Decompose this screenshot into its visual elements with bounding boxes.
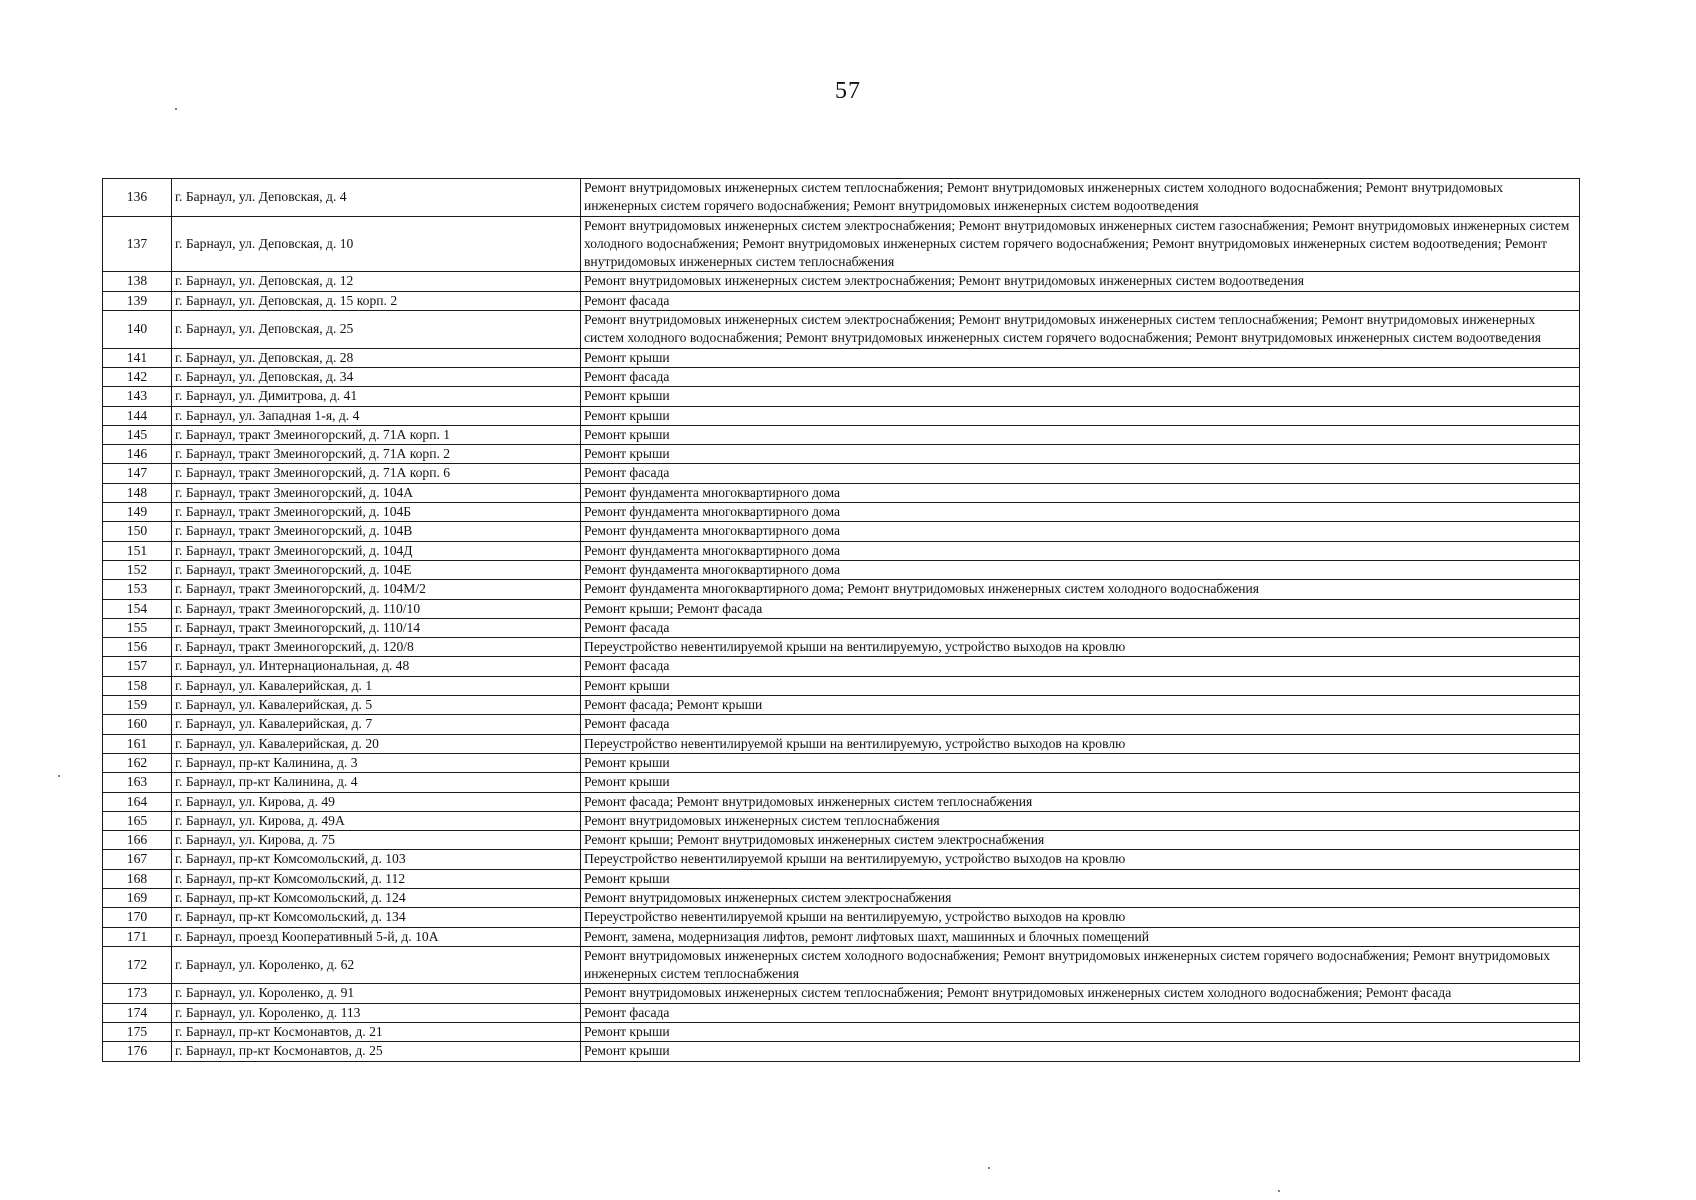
works-cell: Ремонт фасада; Ремонт внутридомовых инженерных систем теплоснабжения: [581, 792, 1580, 811]
address-cell: г. Барнаул, ул. Короленко, д. 62: [172, 946, 581, 984]
table-row: [103, 387, 1580, 406]
table-row: [103, 503, 1580, 522]
table-row: [103, 715, 1580, 734]
works-table-body: [103, 179, 1580, 1062]
works-cell: Ремонт фундамента многоквартирного дома: [581, 541, 1580, 560]
row-number-cell: 163: [103, 773, 172, 792]
works-cell: Ремонт крыши: [581, 1023, 1580, 1042]
row-number-cell: 176: [103, 1042, 172, 1061]
table-row: [103, 908, 1580, 927]
table-row: [103, 657, 1580, 676]
address-cell: г. Барнаул, пр-кт Комсомольский, д. 124: [172, 888, 581, 907]
row-number-cell: 151: [103, 541, 172, 560]
address-cell: г. Барнаул, ул. Деповская, д. 10: [172, 216, 581, 272]
table-row: [103, 984, 1580, 1003]
table-row: [103, 946, 1580, 984]
table-row: [103, 216, 1580, 272]
works-cell: Ремонт крыши: [581, 869, 1580, 888]
table-row: [103, 179, 1580, 217]
works-cell: Ремонт, замена, модернизация лифтов, ремонт лифтовых шахт, машинных и блочных помещений: [581, 927, 1580, 946]
works-cell: Ремонт крыши: [581, 1042, 1580, 1061]
address-cell: г. Барнаул, тракт Змеиногорский, д. 104В: [172, 522, 581, 541]
table-row: [103, 696, 1580, 715]
address-cell: г. Барнаул, пр-кт Калинина, д. 4: [172, 773, 581, 792]
row-number-cell: 160: [103, 715, 172, 734]
row-number-cell: 139: [103, 291, 172, 310]
works-cell: Ремонт крыши: [581, 773, 1580, 792]
address-cell: г. Барнаул, ул. Деповская, д. 12: [172, 272, 581, 291]
table-row: [103, 483, 1580, 502]
scan-speck: [988, 1167, 990, 1169]
address-cell: г. Барнаул, тракт Змеиногорский, д. 110/14: [172, 618, 581, 637]
works-cell: Ремонт фундамента многоквартирного дома: [581, 522, 1580, 541]
table-row: [103, 1023, 1580, 1042]
address-cell: г. Барнаул, тракт Змеиногорский, д. 71А корп. 2: [172, 445, 581, 464]
row-number-cell: 140: [103, 311, 172, 349]
row-number-cell: 165: [103, 811, 172, 830]
address-cell: г. Барнаул, тракт Змеиногорский, д. 104Д: [172, 541, 581, 560]
address-cell: г. Барнаул, тракт Змеиногорский, д. 120/8: [172, 638, 581, 657]
table-row: [103, 272, 1580, 291]
address-cell: г. Барнаул, ул. Кавалерийская, д. 5: [172, 696, 581, 715]
row-number-cell: 143: [103, 387, 172, 406]
table-row: [103, 1042, 1580, 1061]
works-cell: Переустройство невентилируемой крыши на вентилируемую, устройство выходов на кровлю: [581, 638, 1580, 657]
works-cell: Ремонт фасада: [581, 657, 1580, 676]
table-row: [103, 734, 1580, 753]
row-number-cell: 162: [103, 753, 172, 772]
works-cell: Ремонт фундамента многоквартирного дома: [581, 483, 1580, 502]
row-number-cell: 168: [103, 869, 172, 888]
row-number-cell: 169: [103, 888, 172, 907]
works-cell: Ремонт внутридомовых инженерных систем холодного водоснабжения; Ремонт внутридомовых инженерных систем горячего водоснабжения; Ремонт внутридомовых инженерных систем теплоснабжения: [581, 946, 1580, 984]
table-row: [103, 927, 1580, 946]
row-number-cell: 170: [103, 908, 172, 927]
address-cell: г. Барнаул, ул. Короленко, д. 91: [172, 984, 581, 1003]
row-number-cell: 148: [103, 483, 172, 502]
address-cell: г. Барнаул, ул. Кирова, д. 75: [172, 831, 581, 850]
address-cell: г. Барнаул, ул. Кирова, д. 49А: [172, 811, 581, 830]
works-cell: Ремонт фасада: [581, 464, 1580, 483]
address-cell: г. Барнаул, тракт Змеиногорский, д. 104М/2: [172, 580, 581, 599]
table-row: [103, 348, 1580, 367]
works-cell: Переустройство невентилируемой крыши на вентилируемую, устройство выходов на кровлю: [581, 850, 1580, 869]
table-row: [103, 869, 1580, 888]
table-row: [103, 753, 1580, 772]
works-cell: Ремонт крыши: [581, 348, 1580, 367]
table-row: [103, 676, 1580, 695]
row-number-cell: 144: [103, 406, 172, 425]
address-cell: г. Барнаул, ул. Кавалерийская, д. 7: [172, 715, 581, 734]
address-cell: г. Барнаул, тракт Змеиногорский, д. 110/10: [172, 599, 581, 618]
address-cell: г. Барнаул, ул. Короленко, д. 113: [172, 1003, 581, 1022]
works-cell: Ремонт фасада: [581, 1003, 1580, 1022]
table-row: [103, 638, 1580, 657]
works-cell: Ремонт фасада: [581, 618, 1580, 637]
works-cell: Ремонт крыши: [581, 406, 1580, 425]
row-number-cell: 175: [103, 1023, 172, 1042]
address-cell: г. Барнаул, тракт Змеиногорский, д. 71А корп. 6: [172, 464, 581, 483]
row-number-cell: 137: [103, 216, 172, 272]
works-cell: Ремонт внутридомовых инженерных систем электроснабжения: [581, 888, 1580, 907]
works-cell: Ремонт внутридомовых инженерных систем теплоснабжения; Ремонт внутридомовых инженерных систем холодного водоснабжения; Ремонт внутридомовых инженерных систем горячего водоснабжения; Ремонт внутридомовых инженерных систем водоотведения: [581, 179, 1580, 217]
table-row: [103, 811, 1580, 830]
address-cell: г. Барнаул, ул. Кавалерийская, д. 20: [172, 734, 581, 753]
works-cell: Ремонт крыши: [581, 753, 1580, 772]
address-cell: г. Барнаул, тракт Змеиногорский, д. 104Е: [172, 560, 581, 579]
works-cell: Ремонт внутридомовых инженерных систем электроснабжения; Ремонт внутридомовых инженерных систем теплоснабжения; Ремонт внутридомовых инженерных систем холодного водоснабжения; Ремонт внутридомовых инженерных систем горячего водоснабжения; Ремонт внутридомовых инженерных систем водоотведения: [581, 311, 1580, 349]
address-cell: г. Барнаул, тракт Змеиногорский, д. 71А корп. 1: [172, 425, 581, 444]
table-row: [103, 773, 1580, 792]
row-number-cell: 166: [103, 831, 172, 850]
table-row: [103, 560, 1580, 579]
table-row: [103, 291, 1580, 310]
scan-speck: [175, 108, 177, 110]
table-row: [103, 580, 1580, 599]
works-cell: Ремонт крыши: [581, 676, 1580, 695]
row-number-cell: 164: [103, 792, 172, 811]
table-row: [103, 1003, 1580, 1022]
works-cell: Ремонт фасада: [581, 367, 1580, 386]
row-number-cell: 142: [103, 367, 172, 386]
table-row: [103, 311, 1580, 349]
works-table: [102, 178, 1580, 1062]
table-row: [103, 367, 1580, 386]
works-cell: Ремонт внутридомовых инженерных систем теплоснабжения; Ремонт внутридомовых инженерных систем холодного водоснабжения; Ремонт фасада: [581, 984, 1580, 1003]
row-number-cell: 136: [103, 179, 172, 217]
table-row: [103, 618, 1580, 637]
row-number-cell: 145: [103, 425, 172, 444]
scan-speck: [1278, 1190, 1280, 1192]
row-number-cell: 138: [103, 272, 172, 291]
row-number-cell: 157: [103, 657, 172, 676]
row-number-cell: 152: [103, 560, 172, 579]
works-cell: Ремонт фасада: [581, 715, 1580, 734]
address-cell: г. Барнаул, пр-кт Калинина, д. 3: [172, 753, 581, 772]
address-cell: г. Барнаул, ул. Деповская, д. 15 корп. 2: [172, 291, 581, 310]
address-cell: г. Барнаул, пр-кт Комсомольский, д. 112: [172, 869, 581, 888]
address-cell: г. Барнаул, ул. Деповская, д. 25: [172, 311, 581, 349]
row-number-cell: 172: [103, 946, 172, 984]
works-cell: Ремонт крыши: [581, 425, 1580, 444]
table-row: [103, 792, 1580, 811]
address-cell: г. Барнаул, тракт Змеиногорский, д. 104Б: [172, 503, 581, 522]
address-cell: г. Барнаул, тракт Змеиногорский, д. 104А: [172, 483, 581, 502]
row-number-cell: 158: [103, 676, 172, 695]
row-number-cell: 153: [103, 580, 172, 599]
works-cell: Ремонт крыши: [581, 387, 1580, 406]
row-number-cell: 141: [103, 348, 172, 367]
address-cell: г. Барнаул, проезд Кооперативный 5-й, д. 10А: [172, 927, 581, 946]
works-cell: Ремонт крыши; Ремонт фасада: [581, 599, 1580, 618]
address-cell: г. Барнаул, ул. Димитрова, д. 41: [172, 387, 581, 406]
scan-speck: [58, 775, 60, 777]
table-row: [103, 831, 1580, 850]
row-number-cell: 171: [103, 927, 172, 946]
works-cell: Переустройство невентилируемой крыши на вентилируемую, устройство выходов на кровлю: [581, 734, 1580, 753]
row-number-cell: 161: [103, 734, 172, 753]
table-row: [103, 464, 1580, 483]
address-cell: г. Барнаул, ул. Интернациональная, д. 48: [172, 657, 581, 676]
table-row: [103, 425, 1580, 444]
table-row: [103, 599, 1580, 618]
row-number-cell: 149: [103, 503, 172, 522]
table-row: [103, 445, 1580, 464]
row-number-cell: 156: [103, 638, 172, 657]
row-number-cell: 147: [103, 464, 172, 483]
row-number-cell: 159: [103, 696, 172, 715]
address-cell: г. Барнаул, ул. Деповская, д. 34: [172, 367, 581, 386]
works-cell: Ремонт внутридомовых инженерных систем электроснабжения; Ремонт внутридомовых инженерных систем водоотведения: [581, 272, 1580, 291]
works-cell: Ремонт крыши; Ремонт внутридомовых инженерных систем электроснабжения: [581, 831, 1580, 850]
row-number-cell: 173: [103, 984, 172, 1003]
address-cell: г. Барнаул, ул. Западная 1-я, д. 4: [172, 406, 581, 425]
works-cell: Ремонт внутридомовых инженерных систем электроснабжения; Ремонт внутридомовых инженерных систем газоснабжения; Ремонт внутридомовых инженерных систем холодного водоснабжения; Ремонт внутридомовых инженерных систем горячего водоснабжения; Ремонт внутридомовых инженерных систем водоотведения; Ремонт внутридомовых инженерных систем теплоснабжения: [581, 216, 1580, 272]
works-cell: Переустройство невентилируемой крыши на вентилируемую, устройство выходов на кровлю: [581, 908, 1580, 927]
page-number: 57: [835, 78, 861, 104]
row-number-cell: 174: [103, 1003, 172, 1022]
address-cell: г. Барнаул, ул. Кавалерийская, д. 1: [172, 676, 581, 695]
address-cell: г. Барнаул, ул. Деповская, д. 4: [172, 179, 581, 217]
address-cell: г. Барнаул, пр-кт Комсомольский, д. 103: [172, 850, 581, 869]
row-number-cell: 154: [103, 599, 172, 618]
works-cell: Ремонт фундамента многоквартирного дома: [581, 503, 1580, 522]
table-row: [103, 522, 1580, 541]
works-cell: Ремонт внутридомовых инженерных систем теплоснабжения: [581, 811, 1580, 830]
works-cell: Ремонт крыши: [581, 445, 1580, 464]
row-number-cell: 155: [103, 618, 172, 637]
row-number-cell: 146: [103, 445, 172, 464]
address-cell: г. Барнаул, ул. Деповская, д. 28: [172, 348, 581, 367]
table-row: [103, 888, 1580, 907]
table-row: [103, 541, 1580, 560]
works-cell: Ремонт фундамента многоквартирного дома: [581, 560, 1580, 579]
works-cell: Ремонт фасада; Ремонт крыши: [581, 696, 1580, 715]
address-cell: г. Барнаул, пр-кт Комсомольский, д. 134: [172, 908, 581, 927]
table-row: [103, 406, 1580, 425]
works-cell: Ремонт фундамента многоквартирного дома; Ремонт внутридомовых инженерных систем холодного водоснабжения: [581, 580, 1580, 599]
works-cell: Ремонт фасада: [581, 291, 1580, 310]
row-number-cell: 167: [103, 850, 172, 869]
address-cell: г. Барнаул, пр-кт Космонавтов, д. 21: [172, 1023, 581, 1042]
row-number-cell: 150: [103, 522, 172, 541]
address-cell: г. Барнаул, пр-кт Космонавтов, д. 25: [172, 1042, 581, 1061]
address-cell: г. Барнаул, ул. Кирова, д. 49: [172, 792, 581, 811]
table-row: [103, 850, 1580, 869]
